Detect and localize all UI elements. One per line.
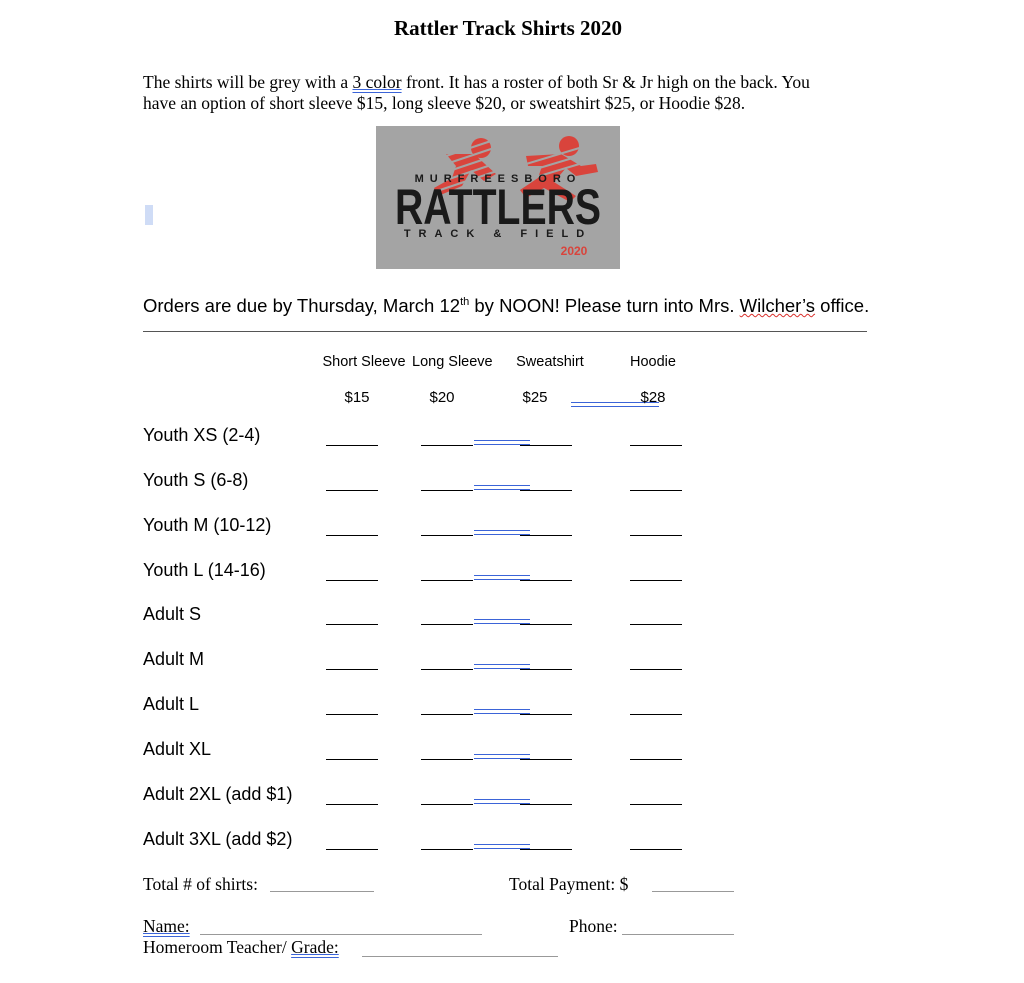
qty-field-short-sleeve[interactable] (326, 714, 378, 715)
tracked-change-mark (474, 440, 530, 445)
qty-field-long-sleeve[interactable] (421, 669, 473, 670)
tracked-change-mark (474, 485, 530, 490)
qty-field-hoodie[interactable] (630, 535, 682, 536)
qty-field-hoodie[interactable] (630, 804, 682, 805)
logo-top-text: MURFREESBORO (414, 173, 582, 185)
qty-field-hoodie[interactable] (630, 624, 682, 625)
price-hoodie: $28 (640, 389, 666, 406)
price-short-sleeve: $15 (344, 389, 370, 406)
qty-field-hoodie[interactable] (630, 490, 682, 491)
qty-field-hoodie[interactable] (630, 759, 682, 760)
size-label: Youth L (14-16) (143, 560, 266, 580)
qty-field-sweatshirt[interactable] (520, 849, 572, 850)
tracked-change-mark (474, 530, 530, 535)
text-cursor-highlight (145, 205, 153, 225)
qty-field-short-sleeve[interactable] (326, 535, 378, 536)
runner-graphic (376, 126, 620, 269)
color-count-phrase: 3 color (352, 72, 402, 92)
price-sweatshirt: $25 (522, 389, 548, 406)
homeroom-teacher-field[interactable] (362, 956, 558, 957)
qty-field-hoodie[interactable] (630, 714, 682, 715)
logo-year: 2020 (560, 244, 588, 258)
qty-field-short-sleeve[interactable] (326, 669, 378, 670)
tracked-change-mark (474, 799, 530, 804)
total-payment-label: Total Payment: $ (509, 874, 629, 894)
teacher-name: Wilcher’s (739, 295, 816, 316)
total-payment-field[interactable] (652, 891, 734, 892)
section-divider (143, 331, 867, 332)
phone-field[interactable] (622, 934, 734, 935)
homeroom-teacher-label: Homeroom Teacher/ Grade: (143, 937, 339, 957)
qty-field-hoodie[interactable] (630, 669, 682, 670)
due-date-notice: Orders are due by Thursday, March 12th by NOON! Please turn into Mrs. Wilcher’s office. (143, 295, 870, 316)
qty-field-long-sleeve[interactable] (421, 624, 473, 625)
qty-field-sweatshirt[interactable] (520, 445, 572, 446)
qty-field-short-sleeve[interactable] (326, 445, 378, 446)
qty-field-sweatshirt[interactable] (520, 490, 572, 491)
rattlers-logo (376, 126, 620, 269)
qty-field-short-sleeve[interactable] (326, 624, 378, 625)
intro-line-1: The shirts will be grey with a 3 color front. It has a roster of both Sr & Jr high on the back. You (143, 72, 810, 92)
tracked-change-mark (474, 664, 530, 669)
size-label: Youth M (10-12) (143, 515, 272, 535)
qty-field-sweatshirt[interactable] (520, 759, 572, 760)
tracked-change-mark (474, 619, 530, 624)
qty-field-short-sleeve[interactable] (326, 580, 378, 581)
tracked-change-mark (474, 844, 530, 849)
qty-field-short-sleeve[interactable] (326, 490, 378, 491)
total-shirts-field[interactable] (270, 891, 374, 892)
qty-field-short-sleeve[interactable] (326, 804, 378, 805)
size-label: Adult 3XL (add $2) (143, 829, 293, 849)
intro-line-2: have an option of short sleeve $15, long sleeve $20, or sweatshirt $25, or Hoodie $28. (143, 93, 746, 113)
column-header-sweatshirt: Sweatshirt (516, 354, 584, 370)
total-shirts-label: Total # of shirts: (143, 874, 258, 894)
qty-field-sweatshirt[interactable] (520, 580, 572, 581)
qty-field-hoodie[interactable] (630, 849, 682, 850)
qty-field-sweatshirt[interactable] (520, 669, 572, 670)
qty-field-sweatshirt[interactable] (520, 804, 572, 805)
logo-main-text: RATTLERS (395, 179, 601, 235)
qty-field-short-sleeve[interactable] (326, 849, 378, 850)
page-title: Rattler Track Shirts 2020 (393, 16, 623, 40)
name-label: Name: (143, 916, 190, 936)
tracked-change-mark (474, 754, 530, 759)
column-header-long-sleeve: Long Sleeve (412, 354, 493, 370)
size-label: Adult S (143, 604, 202, 624)
phone-label: Phone: (569, 916, 618, 936)
logo-bottom-text: TRACK & FIELD (403, 228, 593, 240)
size-label: Adult XL (143, 739, 212, 759)
size-label: Youth XS (2-4) (143, 425, 261, 445)
size-label: Youth S (6-8) (143, 470, 249, 490)
column-header-short-sleeve: Short Sleeve (322, 354, 406, 370)
qty-field-long-sleeve[interactable] (421, 445, 473, 446)
qty-field-long-sleeve[interactable] (421, 759, 473, 760)
size-label: Adult 2XL (add $1) (143, 784, 293, 804)
tracked-change-mark (474, 709, 530, 714)
qty-field-long-sleeve[interactable] (421, 490, 473, 491)
qty-field-sweatshirt[interactable] (520, 535, 572, 536)
qty-field-long-sleeve[interactable] (421, 714, 473, 715)
price-long-sleeve: $20 (429, 389, 455, 406)
qty-field-hoodie[interactable] (630, 580, 682, 581)
size-label: Adult L (143, 694, 200, 714)
qty-field-short-sleeve[interactable] (326, 759, 378, 760)
qty-field-long-sleeve[interactable] (421, 580, 473, 581)
column-header-hoodie: Hoodie (630, 354, 676, 370)
qty-field-long-sleeve[interactable] (421, 535, 473, 536)
tracked-change-mark (474, 575, 530, 580)
qty-field-hoodie[interactable] (630, 445, 682, 446)
qty-field-long-sleeve[interactable] (421, 804, 473, 805)
qty-field-sweatshirt[interactable] (520, 714, 572, 715)
qty-field-long-sleeve[interactable] (421, 849, 473, 850)
qty-field-sweatshirt[interactable] (520, 624, 572, 625)
size-label: Adult M (143, 649, 205, 669)
name-field[interactable] (200, 934, 482, 935)
